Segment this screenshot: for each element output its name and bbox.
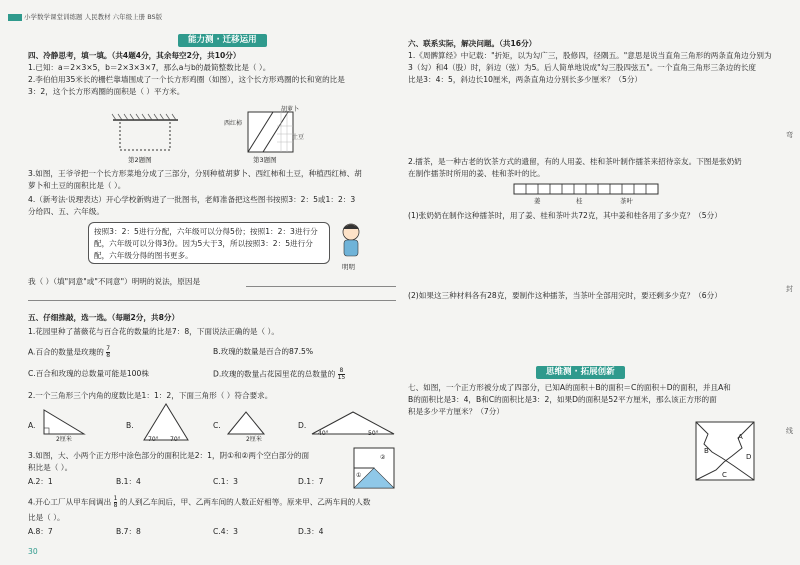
region-2-mark: ② bbox=[380, 454, 386, 461]
region-1-mark: ① bbox=[356, 472, 362, 479]
fraction-7-8: $\frac{7}{8}$ bbox=[106, 345, 111, 359]
r-question-2-line1: 2.擂茶，是一种古老的饮茶方式的遗留，有的人用姜、桂和茶叶制作擂茶来招待亲友。下图是张奶奶 bbox=[408, 157, 742, 166]
question-5-4-line2: 比是（ ）。 bbox=[28, 513, 65, 522]
r-question-7-line2: B的面积比是3：4，B和C的面积比是3：2，如果D的面积是52平方厘米，那么该正方形的面 bbox=[408, 395, 717, 404]
ratio-label-tea: 茶叶 bbox=[620, 197, 633, 205]
q5-3-option-c[interactable]: C.1：3 bbox=[213, 477, 238, 486]
q5-2-option-c-label[interactable]: C. bbox=[213, 421, 221, 430]
question-5-2: 2.一个三角形三个内角的度数比是1：1：2，下面三角形（ ）符合要求。 bbox=[28, 391, 273, 400]
answer-line-2[interactable] bbox=[28, 300, 396, 301]
ratio-label-cinnamon: 桂 bbox=[576, 197, 583, 205]
speech-line-1: 按照3：2：5进行分配，六年级可以分得5份；按照1：2：3进行分 bbox=[94, 227, 318, 236]
q5-1-option-b[interactable]: B.玫瑰的数量是百合的87.5% bbox=[213, 347, 314, 356]
section-5-title: 五、仔细推敲，选一选。（每题2分，共8分） bbox=[28, 313, 180, 322]
student-name: 明明 bbox=[342, 263, 355, 271]
margin-mark-mid: 封 bbox=[786, 285, 793, 293]
r-question-7-line3: 积是多少平方厘米？（7分） bbox=[408, 407, 504, 416]
triangle-d-angle-1: 40° bbox=[318, 430, 329, 437]
r-question-7-line1: 七、如图，一个正方形被分成了四部分，已知A的面积＋B的面积＝C的面积＋D的面积，并且A和 bbox=[408, 383, 731, 392]
r-question-1-line3: 比是3：4：5，斜边长10厘米，两条直角边分别长多少厘米？（5分） bbox=[408, 75, 643, 84]
q5-1-option-a[interactable] bbox=[28, 346, 110, 359]
section-banner-thinking: 思维测 · 拓展创新 bbox=[536, 366, 625, 379]
q5-2-option-b-label[interactable]: B. bbox=[126, 421, 134, 430]
page-number: 30 bbox=[28, 547, 38, 556]
q5-4-option-c[interactable]: C.4：3 bbox=[213, 527, 238, 536]
q5-4-option-a[interactable]: A.8：7 bbox=[28, 527, 53, 536]
margin-mark-top: 弯 bbox=[786, 131, 793, 139]
r-question-1-line2: 3（勾）和4（股）时，斜边（弦）为5。后人简单地说成"勾三股四弦五"。一个直角三角形三条边的长度 bbox=[408, 63, 757, 72]
q5-3-option-b[interactable]: B.1：4 bbox=[116, 477, 141, 486]
question-4-3-line1: 3.如图，王爷爷把一个长方形菜地分成了三部分，分别种植胡萝卜、西红柿和土豆，种植西红柿、胡 bbox=[28, 169, 362, 178]
region-label-a: A bbox=[738, 433, 743, 441]
q5-3-option-a[interactable]: A.2：1 bbox=[28, 477, 53, 486]
q5-1-option-c[interactable]: C.百合和玫瑰的总数量可能是100株 bbox=[28, 369, 149, 378]
q5-4-text-a: 4.开心工厂从甲车间调出 bbox=[28, 497, 112, 507]
triangle-d-angle-2: 50° bbox=[368, 430, 379, 437]
section-4-title: 四、冷静思考，填一填。（共4题4分，其余每空2分，共10分） bbox=[28, 51, 241, 60]
r-question-2-1: (1)张奶奶在制作这种擂茶时，用了姜、桂和茶叶共72克，其中姜和桂各用了多少克？（5分） bbox=[408, 211, 722, 220]
q5-1-option-d[interactable] bbox=[213, 368, 345, 381]
squares-figure bbox=[352, 446, 398, 492]
question-4-4-line1: 4.（新考法·说理表达）开心学校新购进了一批图书，老师准备把这些图书按照3：2：5或1：2：3 bbox=[28, 195, 356, 204]
r-question-2-2: (2)如果这三种材料各有28克，要制作这种擂茶，当茶叶全部用完时，要还剩多少克？（6分） bbox=[408, 291, 722, 300]
triangle-b-angle-2: 70° bbox=[170, 436, 181, 443]
section-banner-ability: 能力测 · 迁移运用 bbox=[178, 34, 267, 47]
figure-2-caption: 第2题图 bbox=[128, 156, 152, 164]
student-avatar bbox=[336, 220, 366, 260]
region-label-c: C bbox=[722, 471, 727, 479]
question-4-2-line1: 2.李伯伯用35米长的栅栏靠墙围成了一个长方形鸡圈（如图），这个长方形鸡圈的长和宽的比是 bbox=[28, 75, 345, 84]
speech-line-3: 配，六年级分得的图书更多。 bbox=[94, 251, 193, 260]
question-4-2-line2: 3：2，这个长方形鸡圈的面积是（ ）平方米。 bbox=[28, 87, 185, 96]
q5-2-option-d-label[interactable]: D. bbox=[298, 421, 307, 430]
answer-line-1[interactable] bbox=[246, 286, 396, 287]
question-4-4-answer: 我（ ）（填"同意"或"不同意"）明明的说法，原因是 bbox=[28, 277, 201, 286]
r-question-1-line1: 1.《周髀算经》中记载："折矩，以为勾广三，股修四，径隅五。"意思是说当直角三角形的两条直角边分别为 bbox=[408, 51, 772, 60]
question-5-4-line1 bbox=[28, 496, 370, 509]
fig3-label-potato: 土豆 bbox=[292, 134, 305, 141]
region-label-d: D bbox=[746, 453, 752, 461]
region-label-b: B bbox=[704, 447, 709, 455]
q5-2-option-a-label[interactable]: A. bbox=[28, 421, 36, 430]
margin-mark-bottom: 线 bbox=[786, 427, 793, 435]
q5-4-option-d[interactable]: D.3：4 bbox=[298, 527, 324, 536]
header-title: 小学数学课堂训练题 人民教材 六年级上册 BS版 bbox=[24, 13, 163, 21]
fig3-label-carrot: 胡萝卜 bbox=[281, 106, 300, 113]
triangle-c-side: 2厘米 bbox=[246, 436, 262, 443]
speech-line-2: 配，六年级可以分得3份。因为5大于3，所以按照3：2：5进行分 bbox=[94, 239, 313, 248]
fig3-label-tomato: 西红柿 bbox=[224, 120, 243, 127]
question-5-3-line1: 3.如图，大、小两个正方形中涂色部分的面积比是2：1，阴①和②两个空白部分的面 bbox=[28, 451, 310, 460]
header-tag bbox=[8, 14, 22, 21]
figure-3-caption: 第3题图 bbox=[253, 156, 277, 164]
figure-3-garden bbox=[233, 104, 313, 156]
q5-4-option-b[interactable]: B.7：8 bbox=[116, 527, 141, 536]
triangle-a-side: 2厘米 bbox=[56, 436, 72, 443]
question-4-4-line2: 分给四、五、六年级。 bbox=[28, 207, 104, 216]
triangle-b[interactable] bbox=[136, 400, 196, 444]
question-4-1: 1.已知：a＝2×3×5，b＝2×3×3×7，那么a与b的最简整数比是（ ）。 bbox=[28, 63, 271, 72]
question-5-1: 1.花园里种了蔷薇花与百合花的数量的比是7：8，下面说法正确的是（ ）。 bbox=[28, 327, 279, 336]
q5-4-text-b: 的人到乙车间后，甲、乙两车间的人数正好相等。原来甲、乙两车间的人数 bbox=[119, 497, 371, 507]
r-question-2-line2: 在制作擂茶时所用的姜、桂和茶叶的比。 bbox=[408, 169, 545, 178]
question-5-3-line2: 积比是（ ）。 bbox=[28, 463, 73, 472]
fraction-1-8: $\frac{1}{8}$ bbox=[113, 495, 118, 509]
q5-1-option-a-text: A.百合的数量是玫瑰的 bbox=[28, 347, 104, 357]
triangle-b-angle-1: 70° bbox=[148, 436, 159, 443]
ratio-label-ginger: 姜 bbox=[534, 197, 541, 205]
fraction-8-15: $\frac{8}{15}$ bbox=[337, 367, 346, 381]
section-6-title: 六、联系实际，解决问题。（共16分） bbox=[408, 39, 537, 48]
question-4-3-line2: 萝卜和土豆的面积比是（ ）。 bbox=[28, 181, 126, 190]
q5-1-option-d-text: D.玫瑰的数量占花园里花的总数量的 bbox=[213, 369, 336, 379]
q5-3-option-d[interactable]: D.1：7 bbox=[298, 477, 324, 486]
figure-2-fence bbox=[108, 100, 188, 160]
